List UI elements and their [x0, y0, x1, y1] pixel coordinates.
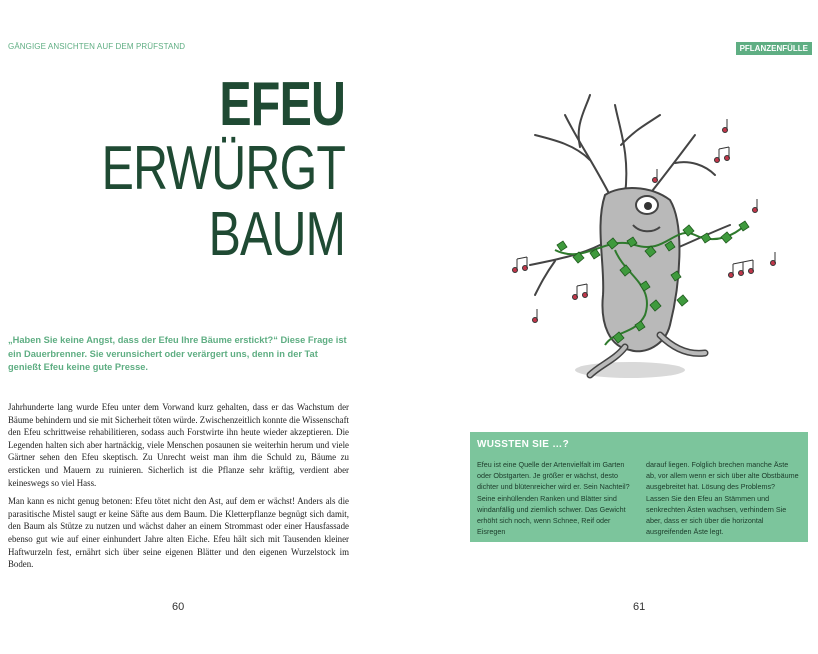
title-line-2: ERWÜRGT [101, 134, 345, 203]
info-box [470, 432, 808, 542]
body-paragraph-2: Man kann es nicht genug betonen: Efeu tötet nicht den Ast, auf dem er wächst! Anders als die parasitische Mistel saugt er keine Säfte aus dem Baum. Die Kletterpflanze begnügt sich damit, den Baum als Stütze zu nutzen und wächst daher an einem Strommast oder einer Hausfassade ebenso gut wie auf einer einhundert Jahre alten Eiche. Efeu hält sich mit Tausenden kleiner Haftwurzeln fest, ernährt sich über seine eigenen Blätter und den eigenen Wurzelstock im Boden. [8, 496, 349, 570]
info-box-title: WUSSTEN SIE …? [477, 439, 569, 450]
lead-paragraph: „Haben Sie keine Angst, dass der Efeu Ihre Bäume erstickt?“ Diese Frage ist ein Dauerbrenner. Sie verunsichert oder verärgert uns, denn in der Tat genießt Efeu keine gute Presse. [8, 335, 347, 372]
body-paragraph-1: Jahrhunderte lang wurde Efeu unter dem Vorwand kurz gehalten, dass er das Wachstum der Bäume behindern und sie mit Sicherheit töten würde. Zwischenzeitlich konnte die Wissenschaft den Efeu schrittweise rehabilitieren, sodass auch Forstwirte ihn heute wieder akzeptieren. Die Legenden halten sich aber hartnäckig, viele Menschen posaunen sie weiterhin herum und viele Gärtner sehen den Efeu skeptisch. Zu Unrecht weist man ihm die Schuld zu, Bäume zu ersticken und Mauern zu ruinieren. Sicherlich ist die Pflanze sehr kräftig, verdient aber keineswegs so viel Hass. [8, 402, 349, 488]
section-tag: PFLANZENFÜLLE [736, 42, 812, 55]
title-line-1: EFEU [219, 70, 345, 139]
body-text [8, 401, 349, 577]
article-title [33, 70, 345, 269]
info-box-column-2: darauf liegen. Folglich brechen manche Äste ab, vor allem wenn er sich über alte Obstbäume ausgebreitet hat. Lösung des Problems? Lassen Sie den Efeu an Stämmen und senkrechten Ästen wachsen, verhindern Sie aber, dass er sich über die horizontal ausgreifenden Äste legt. [646, 460, 799, 537]
right-page [409, 0, 818, 654]
page-number-right: 61 [633, 601, 646, 613]
dancing-tree-illustration [495, 85, 795, 390]
running-head: GÄNGIGE ANSICHTEN AUF DEM PRÜFSTAND [8, 42, 186, 51]
page-number-left: 60 [172, 601, 185, 613]
info-box-column-1: Efeu ist eine Quelle der Artenvielfalt im Garten oder Obstgarten. Je größer er wächst, desto dichter und blütenreicher wird er. Sein Nachteil? Seine einhüllenden Ranken und Blätter sind windanfällig und ziemlich schwer. Das Gewicht erhöht sich noch, wenn Schnee, Reif oder Eisregen [477, 460, 630, 537]
title-line-3: BAUM [208, 200, 345, 269]
